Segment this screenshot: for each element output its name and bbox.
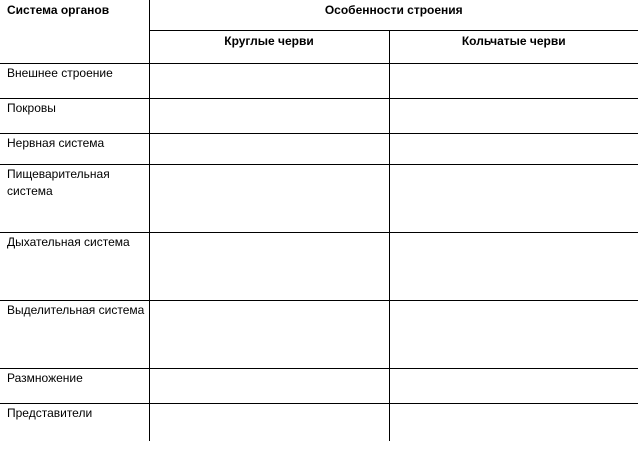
header-row-top: [0, 0, 638, 30]
cell-roundworms[interactable]: [149, 164, 389, 232]
cell-annelids[interactable]: [389, 368, 638, 403]
cell-roundworms[interactable]: [149, 232, 389, 300]
cell-roundworms[interactable]: [149, 63, 389, 98]
row-label-excretory-system: Выделительная система: [0, 300, 149, 368]
table-row: [0, 368, 638, 403]
header-structure-features: Особенности строения: [149, 0, 638, 30]
cell-annelids[interactable]: [389, 403, 638, 441]
table-row: [0, 98, 638, 133]
row-label-nervous-system: Нервная система: [0, 133, 149, 164]
row-label-digestive-system: Пищеварительная система: [0, 164, 149, 232]
cell-roundworms[interactable]: [149, 133, 389, 164]
row-label-representatives: Представители: [0, 403, 149, 441]
table-row: [0, 164, 638, 232]
cell-annelids[interactable]: [389, 232, 638, 300]
row-label-reproduction: Размножение: [0, 368, 149, 403]
table-row: [0, 133, 638, 164]
table-row: [0, 232, 638, 300]
table-row: [0, 300, 638, 368]
cell-annelids[interactable]: [389, 63, 638, 98]
row-label-respiratory-system: Дыхательная система: [0, 232, 149, 300]
cell-roundworms[interactable]: [149, 403, 389, 441]
cell-roundworms[interactable]: [149, 98, 389, 133]
header-roundworms: Круглые черви: [149, 30, 389, 63]
cell-annelids[interactable]: [389, 133, 638, 164]
row-label-external-structure: Внешнее строение: [0, 63, 149, 98]
table-row: [0, 63, 638, 98]
cell-annelids[interactable]: [389, 164, 638, 232]
cell-annelids[interactable]: [389, 98, 638, 133]
header-annelids: Кольчатые черви: [389, 30, 638, 63]
table-row: [0, 403, 638, 441]
cell-annelids[interactable]: [389, 300, 638, 368]
cell-roundworms[interactable]: [149, 300, 389, 368]
row-label-integument: Покровы: [0, 98, 149, 133]
header-organ-system: Система органов: [0, 0, 149, 63]
cell-roundworms[interactable]: [149, 368, 389, 403]
